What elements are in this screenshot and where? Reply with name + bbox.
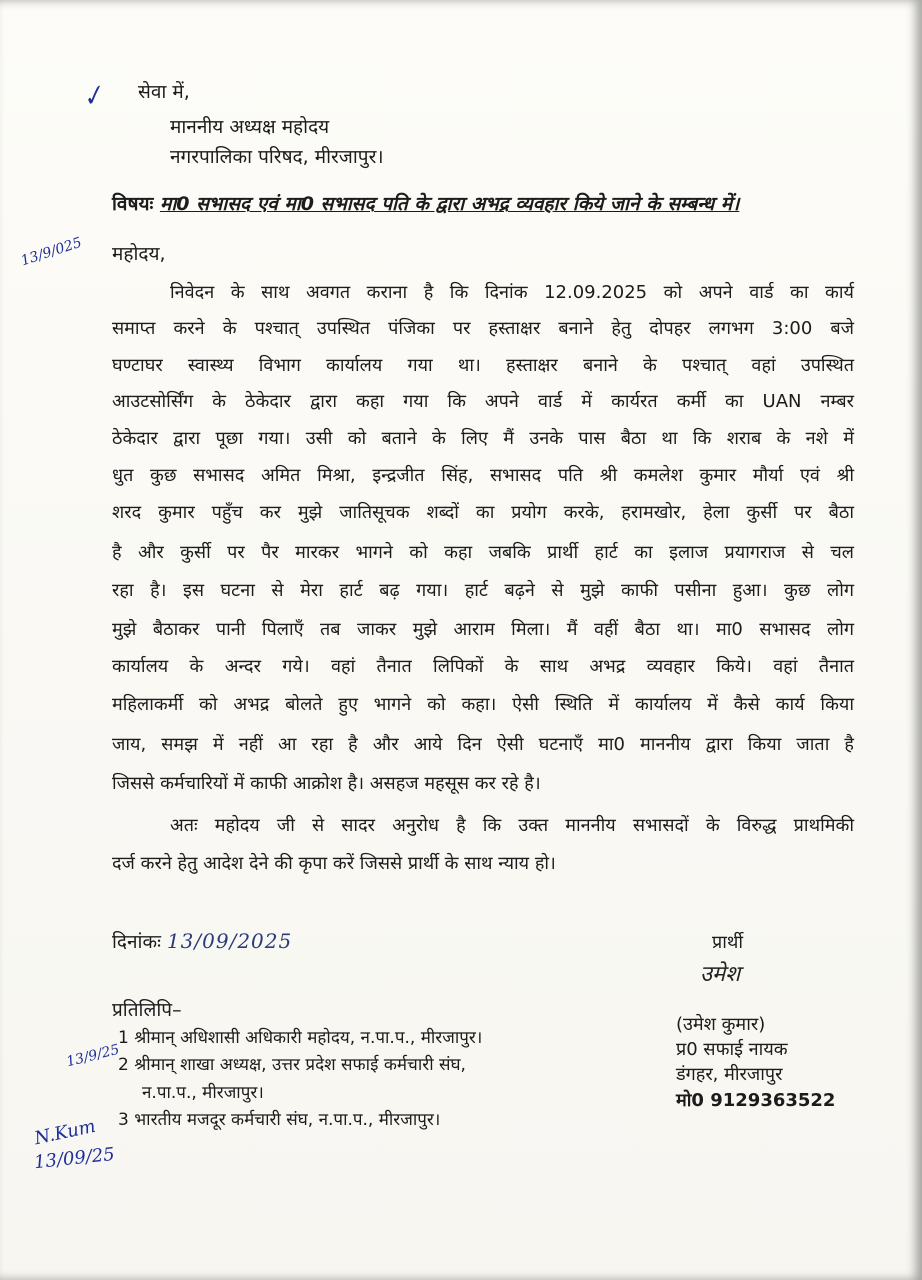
handwritten-receipt-stamp: 13/9/025 [19,234,84,270]
body-line: ठेकेदार द्वारा पूछा गया। उसी को बताने के लिए मैं उनके पास बैठा था कि शराब के नशे में [112,428,854,449]
applicant-place: डंगहर, मीरजापुर [676,1064,783,1085]
body-line: जाय, समझ में नहीं आ रहा है और आये दिन ऐसी घटनाएँ मा0 माननीय द्वारा किया जाता है [112,734,854,755]
copy-recipient-continued: न.पा.प., मीरजापुर। [142,1083,264,1103]
subject-label: विषयः [112,193,154,215]
body-line: रहा है। इस घटना से मेरा हार्ट बढ़ गया। हार्ट बढ़ने से मुझे काफी पसीना हुआ। कुछ लोग [112,580,854,601]
body-line: जिससे कर्मचारियों में काफी आक्रोश है। असहज महसूस कर रहे है। [112,773,541,794]
applicant-designation: प्र0 सफाई नायक [676,1039,788,1060]
body-line: निवेदन के साथ अवगत कराना है कि दिनांक 12.09.2025 को अपने वार्ड का कार्य [170,282,854,303]
greeting: महोदय, [112,243,166,265]
recipient-title: माननीय अध्यक्ष महोदय [170,116,330,138]
copy-recipient: 3 भारतीय मजदूर कर्मचारी संघ, न.पा.प., मीरजापुर। [118,1110,441,1130]
check-mark-icon: ✓ [77,79,109,115]
copy-recipient: 2 श्रीमान् शाखा अध्यक्ष, उत्तर प्रदेश सफाई कर्मचारी संघ, [118,1055,466,1075]
handwritten-receipt-date: 13/09/25 [33,1143,116,1174]
date-label: दिनांकः [112,931,161,953]
body-line: समाप्त करने के पश्चात् उपस्थित पंजिका पर हस्ताक्षर बनाने हेतु दोपहर लगभग 3:00 बजे [112,318,854,339]
subject-line [112,190,739,216]
recipient-office: नगरपालिका परिषद, मीरजापुर। [170,146,384,168]
body-line: है और कुर्सी पर पैर मारकर भागने को कहा जबकि प्रार्थी हार्ट का इलाज प्रयागराज से चल [112,542,854,563]
body-line: कार्यालय के अन्दर गये। वहां तैनात लिपिकों के साथ अभद्र व्यवहार किये। वहां तैनात [112,656,854,677]
date-value: 13/09/2025 [166,929,293,953]
request-line: दर्ज करने हेतु आदेश देने की कृपा करें जिससे प्रार्थी के साथ न्याय हो। [112,853,556,874]
salutation: सेवा में, [138,81,190,103]
applicant-name: (उमेश कुमार) [676,1014,766,1035]
body-line: धुत कुछ सभासद अमित मिश्रा, इन्द्रजीत सिंह, सभासद पति श्री कमलेश कुमार मौर्या एवं श्री [112,465,854,486]
applicant-mobile: मो0 9129363522 [676,1090,836,1111]
body-line: महिलाकर्मी को अभद्र बोलते हुए भागने को कहा। ऐसी स्थिति में कार्यालय में कैसे कार्य किया [112,694,854,715]
date-line [112,928,292,954]
body-line: शरद कुमार पहुँच कर मुझे जातिसूचक शब्दों का प्रयोग करके, हरामखोर, हेला कुर्सी पर बैठा [112,502,854,523]
handwritten-receiver-name: N.Kum [32,1115,98,1150]
copy-recipient: 1 श्रीमान् अधिशासी अधिकारी महोदय, न.पा.प., मीरजापुर। [118,1028,483,1048]
body-line: आउटसोर्सिंग के ठेकेदार द्वारा कहा गया कि अपने वार्ड में कार्यरत कर्मी का UAN नम्बर [112,391,854,412]
body-line: मुझे बैठाकर पानी पिलाएँ तब जाकर मुझे आराम मिला। मैं वहीं बैठा था। मा0 सभासद लोग [112,619,854,640]
copy-heading: प्रतिलिपि– [112,999,182,1021]
body-line: घण्टाघर स्वास्थ्य विभाग कार्यालय गया था। हस्ताक्षर बनाने के पश्चात् वहां उपस्थित [112,355,854,376]
applicant-label: प्रार्थी [712,932,744,953]
subject-text: मा0 सभासद एवं मा0 सभासद पति के द्वारा अभद्र व्यवहार किये जाने के सम्बन्ध में। [159,193,740,215]
request-line: अतः महोदय जी से सादर अनुरोध है कि उक्त माननीय सभासदों के विरुद्ध प्राथमिकी [170,815,854,836]
applicant-signature: उमेश [700,962,741,987]
handwritten-receipt-stamp: 13/9/25 [64,1041,122,1071]
